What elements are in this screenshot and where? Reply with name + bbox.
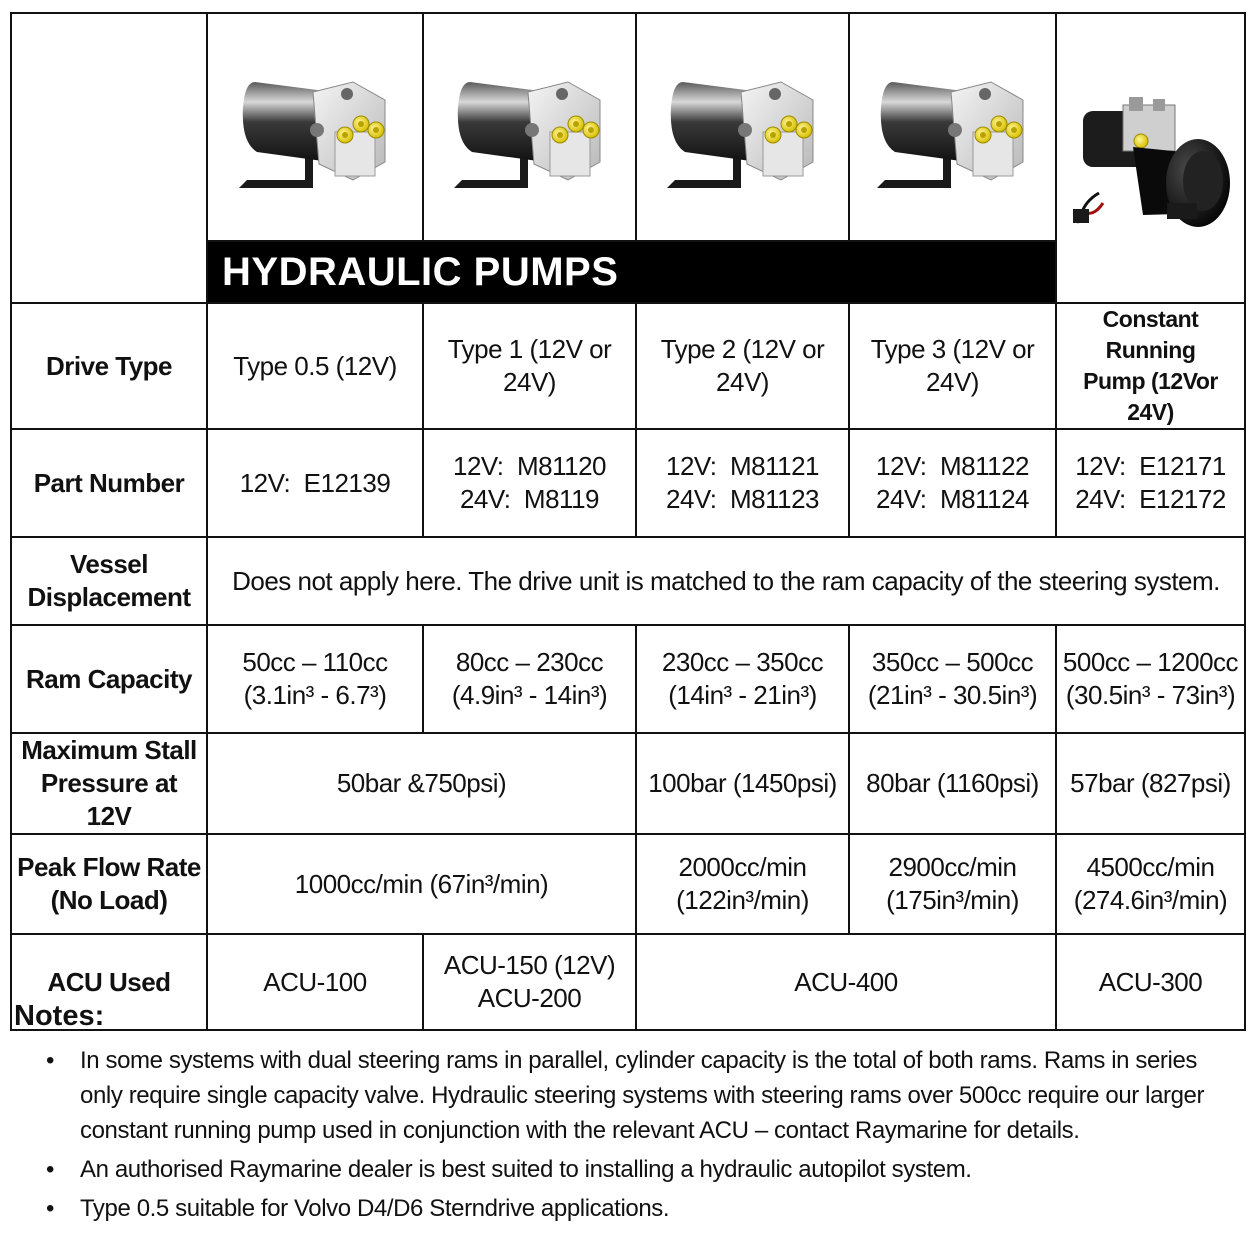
ram-capacity-cell: [423, 625, 636, 733]
ram-capacity-line: 50cc – 110cc: [242, 647, 388, 677]
part-number-line: 12V: M81120: [453, 451, 606, 481]
ram-capacity-cell: [1056, 625, 1245, 733]
ram-capacity-line: (3.1in³ - 6.7³): [243, 680, 387, 710]
peak-flow-line: (274.6in³/min): [1073, 885, 1228, 915]
part-number-line: 12V: E12171: [1075, 451, 1226, 481]
notes-section: [14, 1000, 1244, 1230]
crp-line: Pump (12Vor 24V): [1083, 368, 1218, 425]
row-label-ram-capacity: Ram Capacity: [11, 625, 207, 733]
ram-capacity-line: (30.5in³ - 73in³): [1065, 680, 1236, 710]
part-number-line: 24V: M81124: [876, 484, 1029, 514]
peak-flow-line: 4500cc/min: [1086, 852, 1215, 882]
row-label-part-number: Part Number: [11, 429, 207, 537]
part-number-cell: [1056, 429, 1245, 537]
part-number-cell: [849, 429, 1056, 537]
acu-used-line: ACU-100: [263, 966, 367, 997]
banner-title: HYDRAULIC PUMPS: [207, 241, 1056, 303]
row-label-vessel-displacement: [11, 537, 207, 625]
notes-title: Notes:: [14, 1000, 105, 1032]
part-number-cell: [207, 429, 423, 537]
max-stall-cell: 57bar (827psi): [1056, 733, 1245, 834]
max-stall-cell: 80bar (1160psi): [849, 733, 1056, 834]
ram-capacity-line: (14in³ - 21in³): [668, 680, 817, 710]
part-number-line: 24V: E12172: [1075, 484, 1226, 514]
ram-capacity-line: 350cc – 500cc: [871, 647, 1034, 677]
acu-used-line: ACU-300: [1098, 966, 1203, 997]
part-number-line: 12V: E12139: [239, 467, 391, 498]
ram-capacity-line: 230cc – 350cc: [661, 647, 824, 677]
part-number-line: 12V: M81121: [666, 451, 819, 481]
max-stall-cell: 50bar &750psi): [207, 733, 636, 834]
corner-cell: [11, 13, 207, 303]
peak-flow-row: [11, 834, 1245, 934]
notes-list: [14, 1043, 1244, 1226]
row-label-line: Displacement: [27, 582, 191, 612]
max-stall-cell: 100bar (1450psi): [636, 733, 849, 834]
crp-line: Constant Running: [1102, 306, 1199, 363]
peak-flow-line: 1000cc/min (67in³/min): [294, 868, 549, 899]
peak-flow-cell: [207, 834, 636, 934]
note-item: • In some systems with dual steering rams in parallel, cylinder capacity is the total of both rams. Rams in series only require single capacity valve. Hydraulic steering systems with steering rams over 500cc require our larger constant running pump used in conjunction with the relevant ACU – contact Raymarine for details.: [80, 1043, 1244, 1148]
row-label-peak-flow: [11, 834, 207, 934]
image-row: [11, 13, 1245, 241]
note-item: • Type 0.5 suitable for Volvo D4/D6 Sterndrive applications.: [80, 1191, 1244, 1226]
part-number-row: [11, 429, 1245, 537]
part-number-line: 24V: M8119: [459, 484, 600, 514]
acu-used-line: ACU-400: [794, 966, 898, 997]
drive-type-cell-crp: [1056, 303, 1245, 429]
ram-capacity-cell: [849, 625, 1056, 733]
max-stall-row: [11, 733, 1245, 834]
constant-running-pump-icon: [1063, 83, 1238, 233]
peak-flow-line: 2900cc/min: [888, 852, 1017, 882]
peak-flow-cell: [849, 834, 1056, 934]
drive-type-cell: Type 3 (12V or 24V): [849, 303, 1056, 429]
note-item: • An authorised Raymarine dealer is best suited to installing a hydraulic autopilot system.: [80, 1152, 1244, 1187]
pump-image-cell: [636, 13, 849, 241]
acu-used-line: ACU-200: [477, 983, 582, 1013]
peak-flow-line: (175in³/min): [886, 885, 1019, 915]
row-label-line: Peak Flow Rate: [17, 852, 201, 882]
part-number-line: 12V: M81122: [876, 451, 1029, 481]
drive-type-row: [11, 303, 1245, 429]
pump-image-cell: [207, 13, 423, 241]
drive-type-cell: Type 1 (12V or 24V): [423, 303, 636, 429]
ram-capacity-line: (21in³ - 30.5in³): [867, 680, 1038, 710]
peak-flow-line: (122in³/min): [676, 885, 809, 915]
hydraulic-pump-icon: [235, 52, 395, 202]
ram-capacity-line: 80cc – 230cc: [455, 647, 604, 677]
row-label-max-stall: [11, 733, 207, 834]
pump-image-cell: [1056, 13, 1245, 303]
part-number-line: 24V: M81123: [666, 484, 819, 514]
peak-flow-line: 2000cc/min: [678, 852, 807, 882]
row-label-line: (No Load): [50, 885, 168, 915]
part-number-cell: [423, 429, 636, 537]
row-label-acu-used: ACU Used: [11, 934, 207, 1030]
drive-type-cell: Type 0.5 (12V): [207, 303, 423, 429]
part-number-cell: [636, 429, 849, 537]
pump-image-cell: [849, 13, 1056, 241]
ram-capacity-line: (4.9in³ - 14in³): [451, 680, 608, 710]
ram-capacity-row: [11, 625, 1245, 733]
ram-capacity-cell: [636, 625, 849, 733]
ram-capacity-line: 500cc – 1200cc: [1062, 647, 1239, 677]
row-label-line: Maximum Stall: [21, 735, 197, 765]
ram-capacity-cell: [207, 625, 423, 733]
hydraulic-pump-icon: [663, 52, 823, 202]
peak-flow-cell: [1056, 834, 1245, 934]
hydraulic-pump-icon: [450, 52, 610, 202]
hydraulic-pumps-table: [10, 12, 1246, 1031]
drive-type-cell: Type 2 (12V or 24V): [636, 303, 849, 429]
hydraulic-pump-icon: [873, 52, 1033, 202]
row-label-drive-type: Drive Type: [11, 303, 207, 429]
vessel-displacement-value: Does not apply here. The drive unit is matched to the ram capacity of the steering system.: [207, 537, 1245, 625]
row-label-line: Vessel: [70, 549, 148, 579]
vessel-displacement-row: [11, 537, 1245, 625]
peak-flow-cell: [636, 834, 849, 934]
acu-used-line: ACU-150 (12V): [443, 950, 616, 980]
pump-image-cell: [423, 13, 636, 241]
row-label-line: Pressure at 12V: [40, 768, 178, 831]
